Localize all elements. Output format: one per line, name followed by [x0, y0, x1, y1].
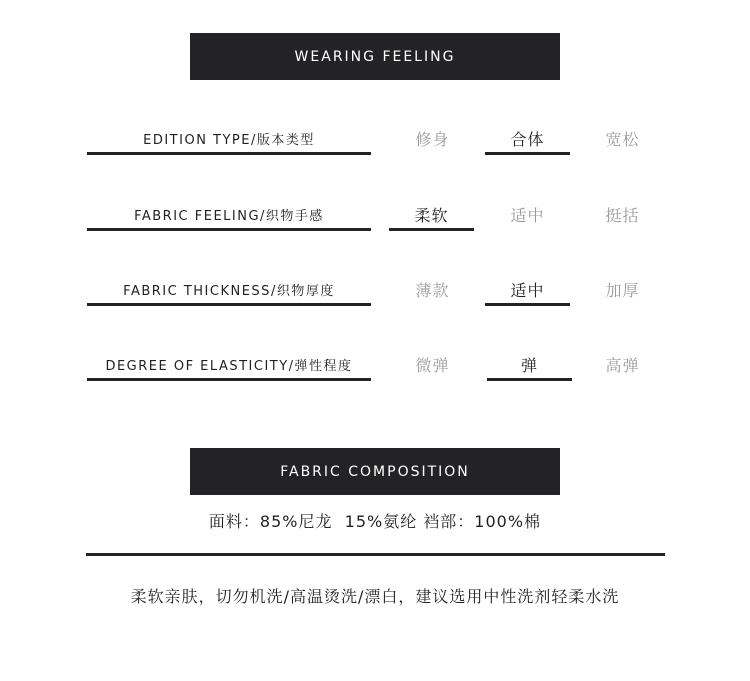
divider — [86, 553, 665, 556]
edition-type-option-fit: 合体 — [485, 124, 570, 155]
wearing-feeling-heading — [190, 33, 560, 80]
elasticity-option-slight: 微弹 — [415, 355, 450, 375]
fabric-composition-heading — [190, 448, 560, 495]
fabric-thickness-option-thick: 加厚 — [605, 280, 640, 300]
fabric-feeling-option-soft: 柔软 — [389, 200, 474, 231]
care-instructions: 柔软亲肤，切勿机洗/高温烫洗/漂白，建议选用中性洗剂轻柔水洗 — [130, 586, 620, 606]
wearing-feeling-heading-text: WEARING FEELING — [294, 48, 456, 65]
fabric-composition-heading-text: FABRIC COMPOSITION — [280, 463, 470, 480]
fabric-feeling-option-medium: 适中 — [510, 205, 545, 225]
fabric-thickness-option-thin: 薄款 — [415, 280, 450, 300]
fabric-feeling-label: FABRIC FEELING/织物手感 — [87, 200, 371, 231]
elasticity-label: DEGREE OF ELASTICITY/弹性程度 — [87, 350, 371, 381]
composition-text: 面料：85%尼龙 15%氨纶 裆部：100%棉 — [208, 511, 542, 531]
edition-type-label: EDITION TYPE/版本类型 — [87, 124, 371, 155]
elasticity-option-elastic: 弹 — [487, 350, 572, 381]
edition-type-option-loose: 宽松 — [605, 129, 640, 149]
elasticity-option-high: 高弹 — [605, 355, 640, 375]
fabric-thickness-label: FABRIC THICKNESS/织物厚度 — [87, 275, 371, 306]
fabric-feeling-option-stiff: 挺括 — [605, 205, 640, 225]
fabric-thickness-option-medium: 适中 — [485, 275, 570, 306]
edition-type-option-slim: 修身 — [415, 129, 450, 149]
